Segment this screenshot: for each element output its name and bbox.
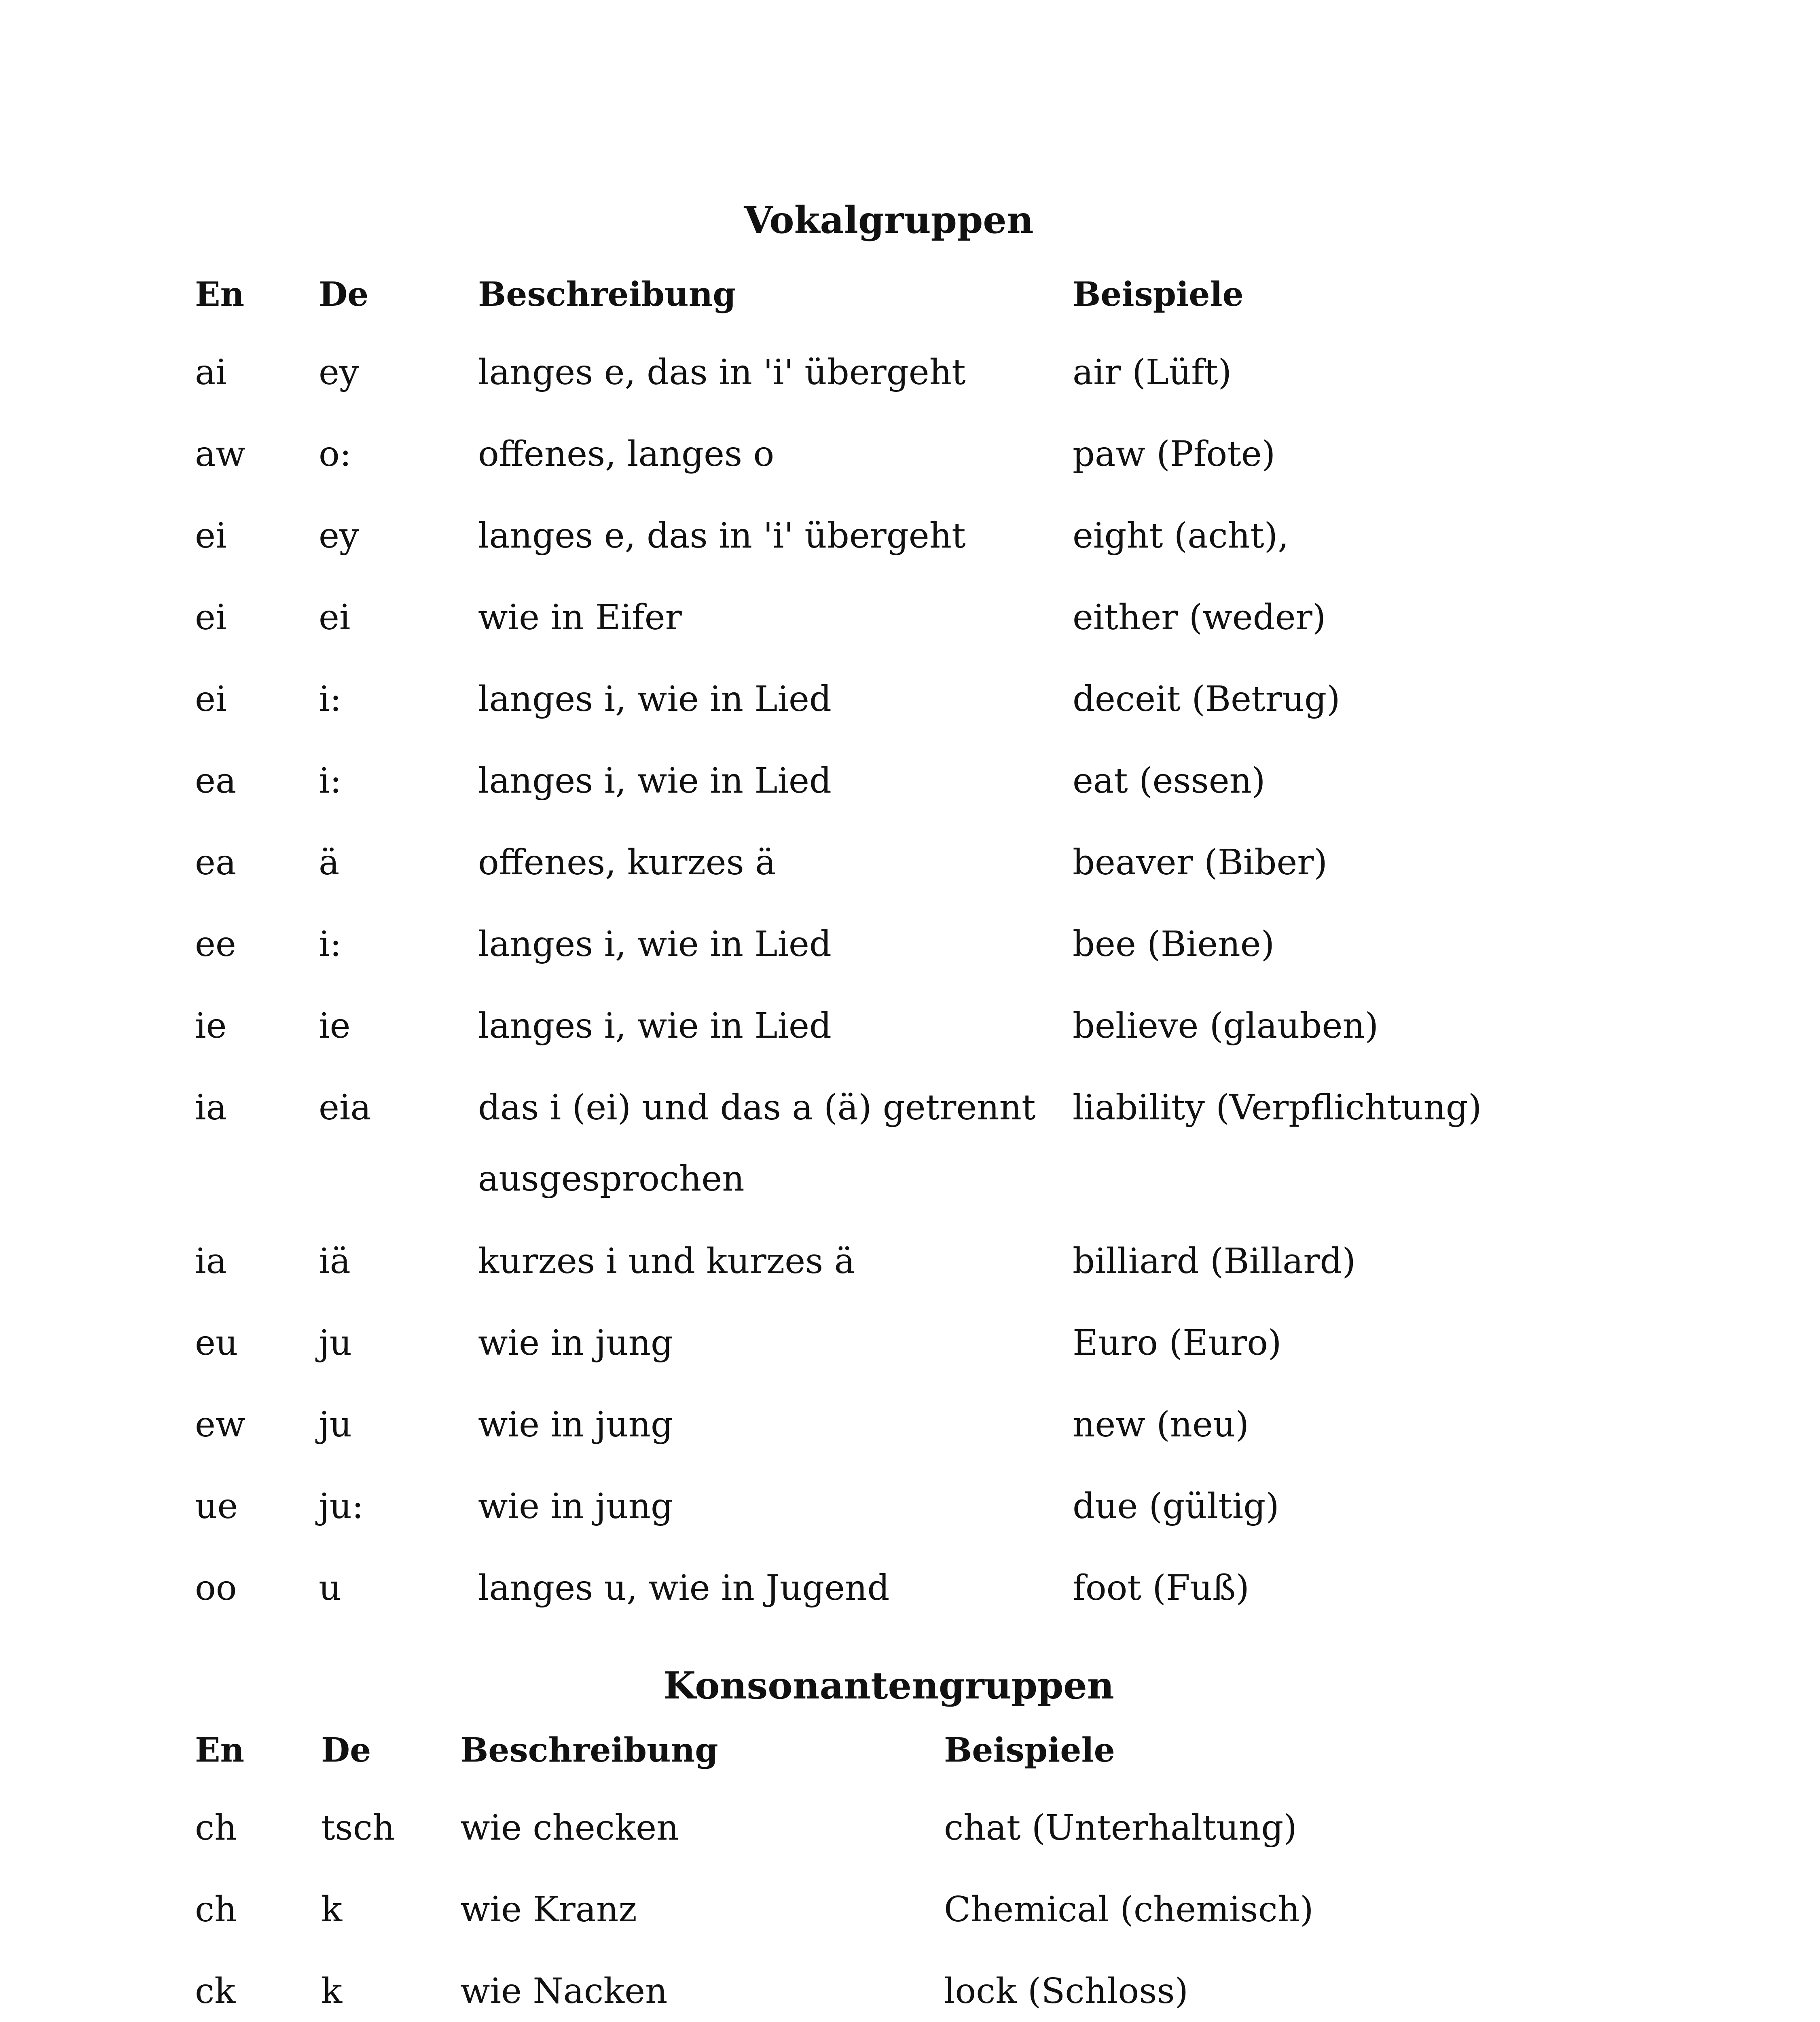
cell-de: ju: [319, 1404, 352, 1445]
table-row: [0, 419, 1820, 499]
cell-de: ä: [319, 842, 340, 883]
cell-description: wie in jung: [478, 1404, 673, 1445]
cell-en: ue: [195, 1486, 238, 1527]
table-row: [0, 1874, 1820, 1955]
vowel-table-header: [0, 259, 1820, 340]
cell-description: wie in jung: [478, 1323, 673, 1363]
cell-description: wie Kranz: [460, 1889, 637, 1930]
vowel-section-title: Vokalgruppen: [744, 198, 1034, 242]
header-en: En: [195, 275, 245, 314]
header-de: De: [321, 1731, 371, 1770]
cell-description: wie checken: [460, 1808, 679, 1848]
header-examples: Beispiele: [944, 1731, 1115, 1770]
cell-en: ch: [195, 1889, 237, 1930]
cell-en: ck: [195, 1971, 236, 2011]
cell-example: deceit (Betrug): [1073, 679, 1340, 719]
table-row: [0, 827, 1820, 908]
cell-de: k: [321, 1889, 343, 1930]
cell-description: das i (ei) und das a (ä) getrennt ausgesprochen: [478, 1087, 1036, 1199]
cell-description: langes u, wie in Jugend: [478, 1568, 890, 1608]
table-row: [0, 500, 1820, 581]
cell-example: lock (Schloss): [944, 1971, 1189, 2011]
cell-example: believe (glauben): [1073, 1006, 1379, 1046]
table-row: [0, 664, 1820, 745]
cell-example: due (gültig): [1073, 1486, 1279, 1527]
cell-example: eight (acht),: [1073, 516, 1289, 556]
cell-example: Euro (Euro): [1073, 1323, 1282, 1363]
cell-de: iä: [319, 1241, 351, 1282]
cell-en: ei: [195, 597, 227, 638]
cell-example: either (weder): [1073, 597, 1326, 638]
cell-de: o:: [319, 434, 351, 474]
table-row: [0, 1307, 1820, 1388]
table-row: [0, 909, 1820, 990]
cell-en: ch: [195, 1808, 237, 1848]
table-row: [0, 1072, 1820, 1226]
cell-description: wie in jung: [478, 1486, 673, 1527]
table-row: [0, 1956, 1820, 2022]
cell-description: langes i, wie in Lied: [478, 679, 832, 719]
table-row: [0, 337, 1820, 418]
cell-example: foot (Fuß): [1073, 1568, 1249, 1608]
cell-en: ei: [195, 516, 227, 556]
header-en: En: [195, 1731, 245, 1770]
cell-example: bee (Biene): [1073, 924, 1275, 964]
table-row: [0, 745, 1820, 826]
table-row: [0, 1389, 1820, 1470]
header-description: Beschreibung: [460, 1731, 718, 1770]
cell-example: beaver (Biber): [1073, 842, 1328, 883]
cell-en: ew: [195, 1404, 245, 1445]
cell-de: i:: [319, 679, 342, 719]
table-row: [0, 990, 1820, 1071]
cell-example: eat (essen): [1073, 761, 1266, 801]
cell-en: ee: [195, 924, 236, 964]
cell-en: ie: [195, 1006, 227, 1046]
cell-de: ei: [319, 597, 351, 638]
cell-en: ea: [195, 761, 237, 801]
cell-description: wie Nacken: [460, 1971, 668, 2011]
consonant-table-header: [0, 1715, 1820, 1796]
cell-description: langes e, das in 'i' übergeht: [478, 352, 966, 393]
header-examples: Beispiele: [1073, 275, 1244, 314]
cell-description: langes i, wie in Lied: [478, 1006, 832, 1046]
consonant-section-title: Konsonantengruppen: [663, 1664, 1114, 1707]
cell-example: new (neu): [1073, 1404, 1249, 1445]
cell-de: eia: [319, 1087, 371, 1128]
cell-en: aw: [195, 434, 245, 474]
cell-description: offenes, langes o: [478, 434, 775, 474]
cell-description: kurzes i und kurzes ä: [478, 1241, 855, 1282]
cell-en: ea: [195, 842, 237, 883]
cell-en: oo: [195, 1568, 237, 1608]
header-de: De: [319, 275, 369, 314]
cell-en: ei: [195, 679, 227, 719]
cell-example: Chemical (chemisch): [944, 1889, 1314, 1930]
cell-example: paw (Pfote): [1073, 434, 1276, 474]
cell-description: langes i, wie in Lied: [478, 761, 832, 801]
cell-en: eu: [195, 1323, 238, 1363]
table-row: [0, 582, 1820, 663]
cell-example: billiard (Billard): [1073, 1241, 1356, 1282]
cell-example: liability (Verpflichtung): [1073, 1087, 1482, 1128]
cell-en: ia: [195, 1087, 227, 1128]
cell-de: tsch: [321, 1808, 395, 1848]
cell-example: chat (Unterhaltung): [944, 1808, 1297, 1848]
table-row: [0, 1552, 1820, 1633]
table-row: [0, 1471, 1820, 1552]
cell-description: langes e, das in 'i' übergeht: [478, 516, 966, 556]
cell-description: wie in Eifer: [478, 597, 682, 638]
cell-en: ia: [195, 1241, 227, 1282]
cell-de: ey: [319, 516, 359, 556]
table-row: [0, 1792, 1820, 1873]
cell-description: offenes, kurzes ä: [478, 842, 776, 883]
cell-en: ai: [195, 352, 227, 393]
cell-de: i:: [319, 924, 342, 964]
cell-de: u: [319, 1568, 341, 1608]
cell-de: ie: [319, 1006, 351, 1046]
table-row: [0, 1226, 1820, 1307]
cell-de: k: [321, 1971, 343, 2011]
cell-example: air (Lüft): [1073, 352, 1232, 393]
header-description: Beschreibung: [478, 275, 736, 314]
cell-description: langes i, wie in Lied: [478, 924, 832, 964]
cell-de: ju: [319, 1323, 352, 1363]
cell-de: ju:: [319, 1486, 364, 1527]
cell-de: ey: [319, 352, 359, 393]
cell-de: i:: [319, 761, 342, 801]
